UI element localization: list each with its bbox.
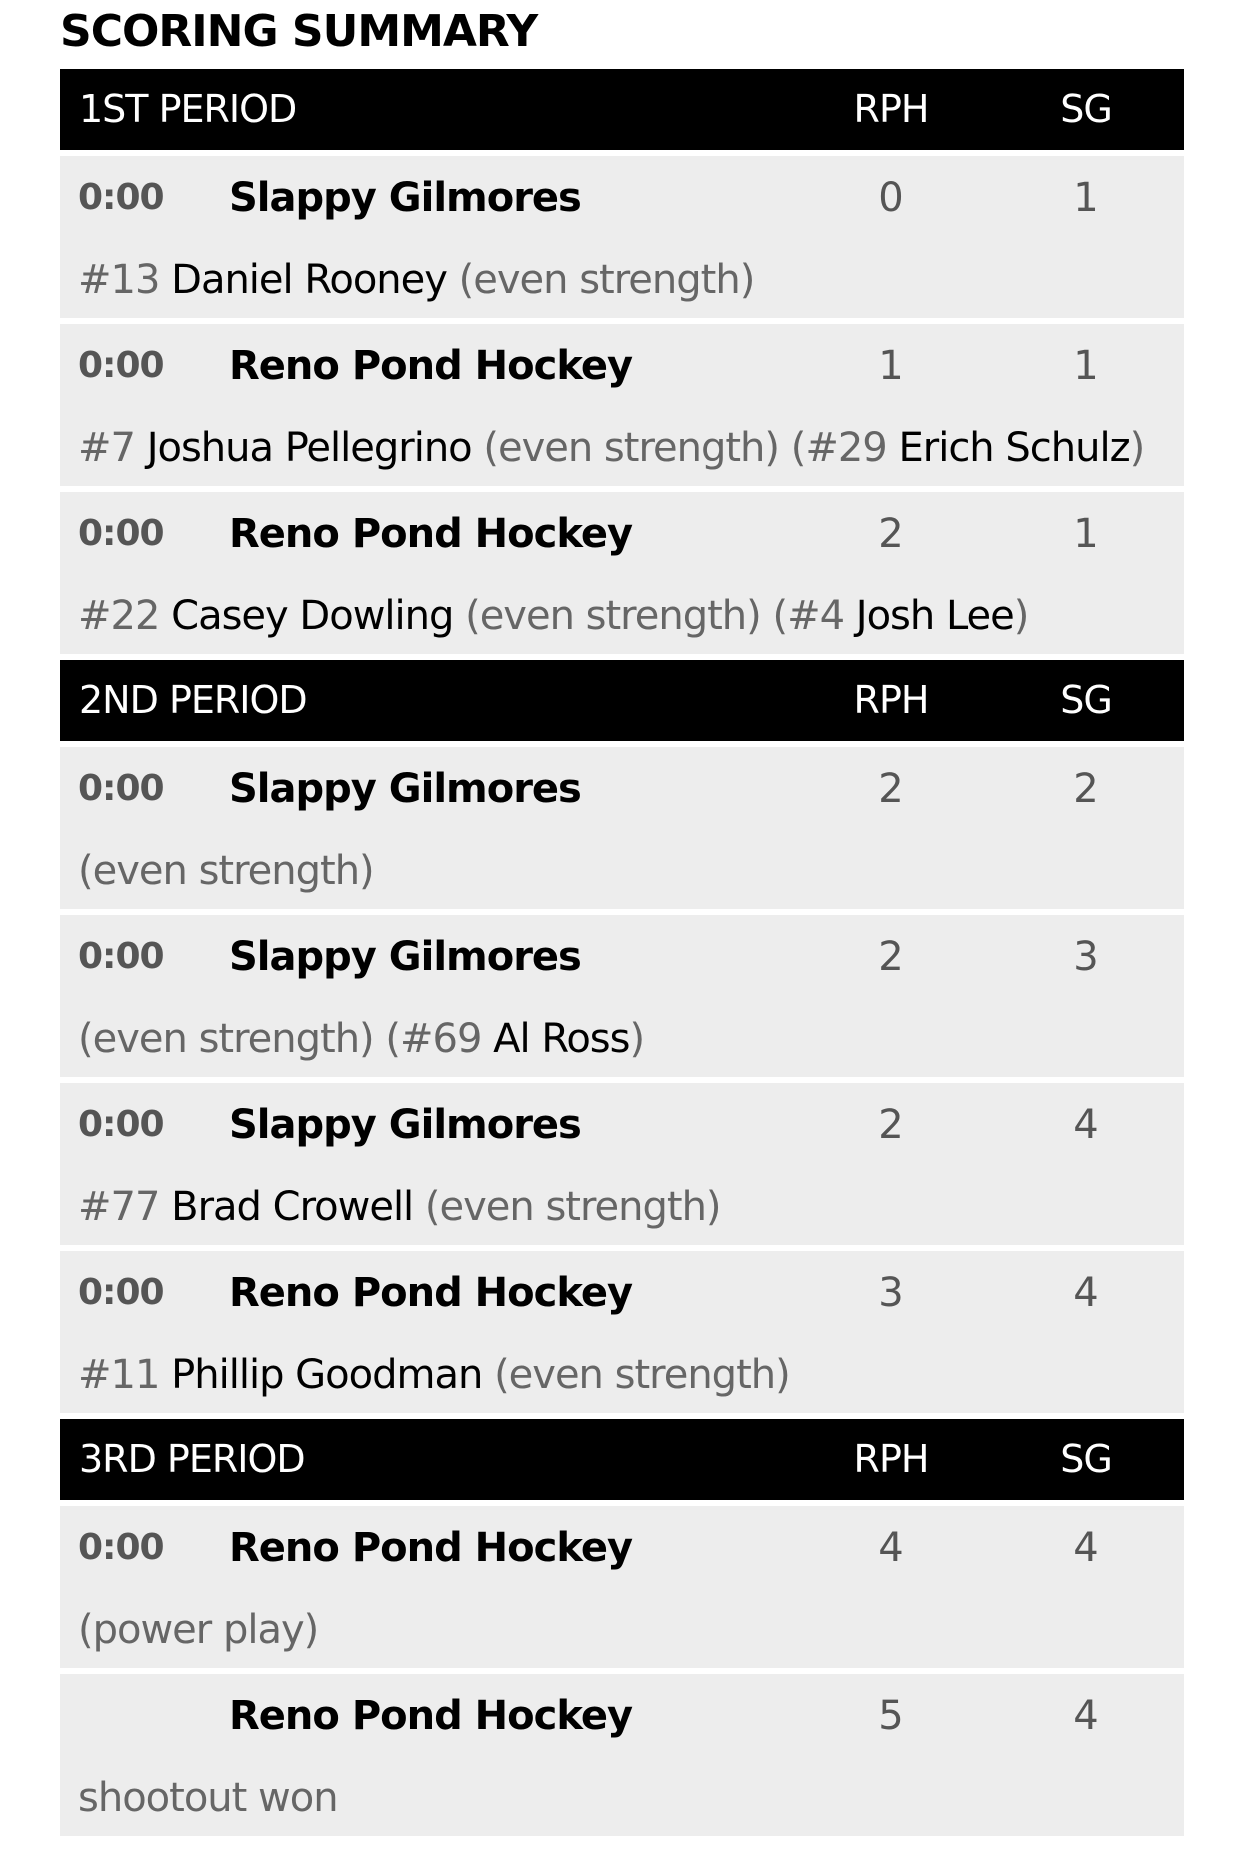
scorer-name: Phillip Goodman xyxy=(171,1352,483,1398)
strength: (even strength) xyxy=(465,593,761,639)
goal-detail xyxy=(78,1602,318,1658)
scorer-number: #77 xyxy=(78,1184,160,1230)
score-rph: 5 xyxy=(878,1693,904,1739)
scorer-number: #22 xyxy=(78,593,160,639)
goal-time: 0:00 xyxy=(78,177,164,218)
goal-row xyxy=(60,1506,1184,1668)
period-name: 3RD PERIOD xyxy=(79,1437,305,1481)
goal-team: Slappy Gilmores xyxy=(229,175,581,221)
column-header-rph: RPH xyxy=(853,1437,929,1481)
scorer-name: Casey Dowling xyxy=(171,593,454,639)
column-header-rph: RPH xyxy=(853,678,929,722)
goal-detail xyxy=(78,252,754,308)
strength: (even strength) xyxy=(78,1016,374,1062)
scorer-name: Daniel Rooney xyxy=(171,257,447,303)
score-sg: 3 xyxy=(1073,934,1099,980)
period-header xyxy=(60,660,1184,741)
goal-team: Slappy Gilmores xyxy=(229,766,581,812)
assist-name: Al Ross xyxy=(493,1016,630,1062)
assist-number: #69 xyxy=(399,1016,482,1062)
strength: shootout won xyxy=(78,1775,338,1821)
goal-team: Reno Pond Hockey xyxy=(229,511,633,557)
goal-time: 0:00 xyxy=(78,1272,164,1313)
score-sg: 1 xyxy=(1073,343,1099,389)
strength: (even strength) xyxy=(424,1184,721,1230)
score-rph: 0 xyxy=(878,175,904,221)
scorer-number: #7 xyxy=(78,425,135,471)
goal-row xyxy=(60,156,1184,318)
goal-team: Slappy Gilmores xyxy=(229,1102,581,1148)
score-rph: 4 xyxy=(878,1525,904,1571)
goal-detail xyxy=(78,1179,721,1235)
scoring-table xyxy=(60,69,1184,1842)
assist-name: Josh Lee xyxy=(855,593,1014,639)
strength: (even strength) xyxy=(494,1352,790,1398)
goal-row xyxy=(60,324,1184,486)
score-rph: 2 xyxy=(878,766,904,812)
goal-team: Reno Pond Hockey xyxy=(229,1270,633,1316)
score-rph: 2 xyxy=(878,934,904,980)
strength: (power play) xyxy=(78,1607,319,1653)
assist-open: ( xyxy=(772,593,788,639)
scorer-name: Joshua Pellegrino xyxy=(146,425,472,471)
goal-row xyxy=(60,915,1184,1077)
assist-close: ) xyxy=(1129,425,1145,471)
score-sg: 4 xyxy=(1073,1693,1099,1739)
section-title: SCORING SUMMARY xyxy=(60,6,538,57)
goal-detail xyxy=(78,588,1028,644)
goal-team: Reno Pond Hockey xyxy=(229,1693,633,1739)
strength: (even strength) xyxy=(458,257,755,303)
goal-time: 0:00 xyxy=(78,768,164,809)
goal-time: 0:00 xyxy=(78,345,164,386)
strength: (even strength) xyxy=(78,848,374,894)
period-name: 1ST PERIOD xyxy=(79,87,297,131)
goal-team: Slappy Gilmores xyxy=(229,934,581,980)
score-sg: 2 xyxy=(1073,766,1099,812)
score-sg: 1 xyxy=(1073,175,1099,221)
goal-time: 0:00 xyxy=(78,936,164,977)
assist-open: ( xyxy=(385,1016,400,1062)
score-rph: 2 xyxy=(878,1102,904,1148)
assist-close: ) xyxy=(629,1016,645,1062)
score-sg: 4 xyxy=(1073,1102,1099,1148)
goal-row xyxy=(60,492,1184,654)
goal-time: 0:00 xyxy=(78,513,164,554)
score-rph: 3 xyxy=(878,1270,904,1316)
column-header-sg: SG xyxy=(1060,1437,1112,1481)
goal-team: Reno Pond Hockey xyxy=(229,1525,633,1571)
assist-number: #4 xyxy=(787,593,845,639)
scorer-name: Brad Crowell xyxy=(171,1184,414,1230)
assist-close: ) xyxy=(1013,593,1029,639)
scorer-number: #11 xyxy=(78,1352,160,1398)
goal-detail xyxy=(78,843,374,899)
score-rph: 1 xyxy=(878,343,904,389)
period-header xyxy=(60,69,1184,150)
goal-row xyxy=(60,1083,1184,1245)
score-sg: 4 xyxy=(1073,1525,1099,1571)
score-sg: 4 xyxy=(1073,1270,1099,1316)
goal-time: 0:00 xyxy=(78,1104,164,1145)
strength: (even strength) xyxy=(483,425,780,471)
goal-row xyxy=(60,1251,1184,1413)
goal-detail xyxy=(78,1011,644,1067)
column-header-sg: SG xyxy=(1060,87,1112,131)
goal-row xyxy=(60,1674,1184,1836)
period-header xyxy=(60,1419,1184,1500)
goal-team: Reno Pond Hockey xyxy=(229,343,633,389)
goal-detail xyxy=(78,1770,338,1826)
goal-detail xyxy=(78,420,1144,476)
scorer-number: #13 xyxy=(78,257,160,303)
period-name: 2ND PERIOD xyxy=(79,678,307,722)
score-rph: 2 xyxy=(878,511,904,557)
score-sg: 1 xyxy=(1073,511,1099,557)
goal-row xyxy=(60,747,1184,909)
column-header-sg: SG xyxy=(1060,678,1112,722)
goal-time: 0:00 xyxy=(78,1527,164,1568)
assist-number: #29 xyxy=(805,425,887,471)
goal-detail xyxy=(78,1347,790,1403)
assist-open: ( xyxy=(790,425,806,471)
assist-name: Erich Schulz xyxy=(898,425,1130,471)
column-header-rph: RPH xyxy=(853,87,929,131)
